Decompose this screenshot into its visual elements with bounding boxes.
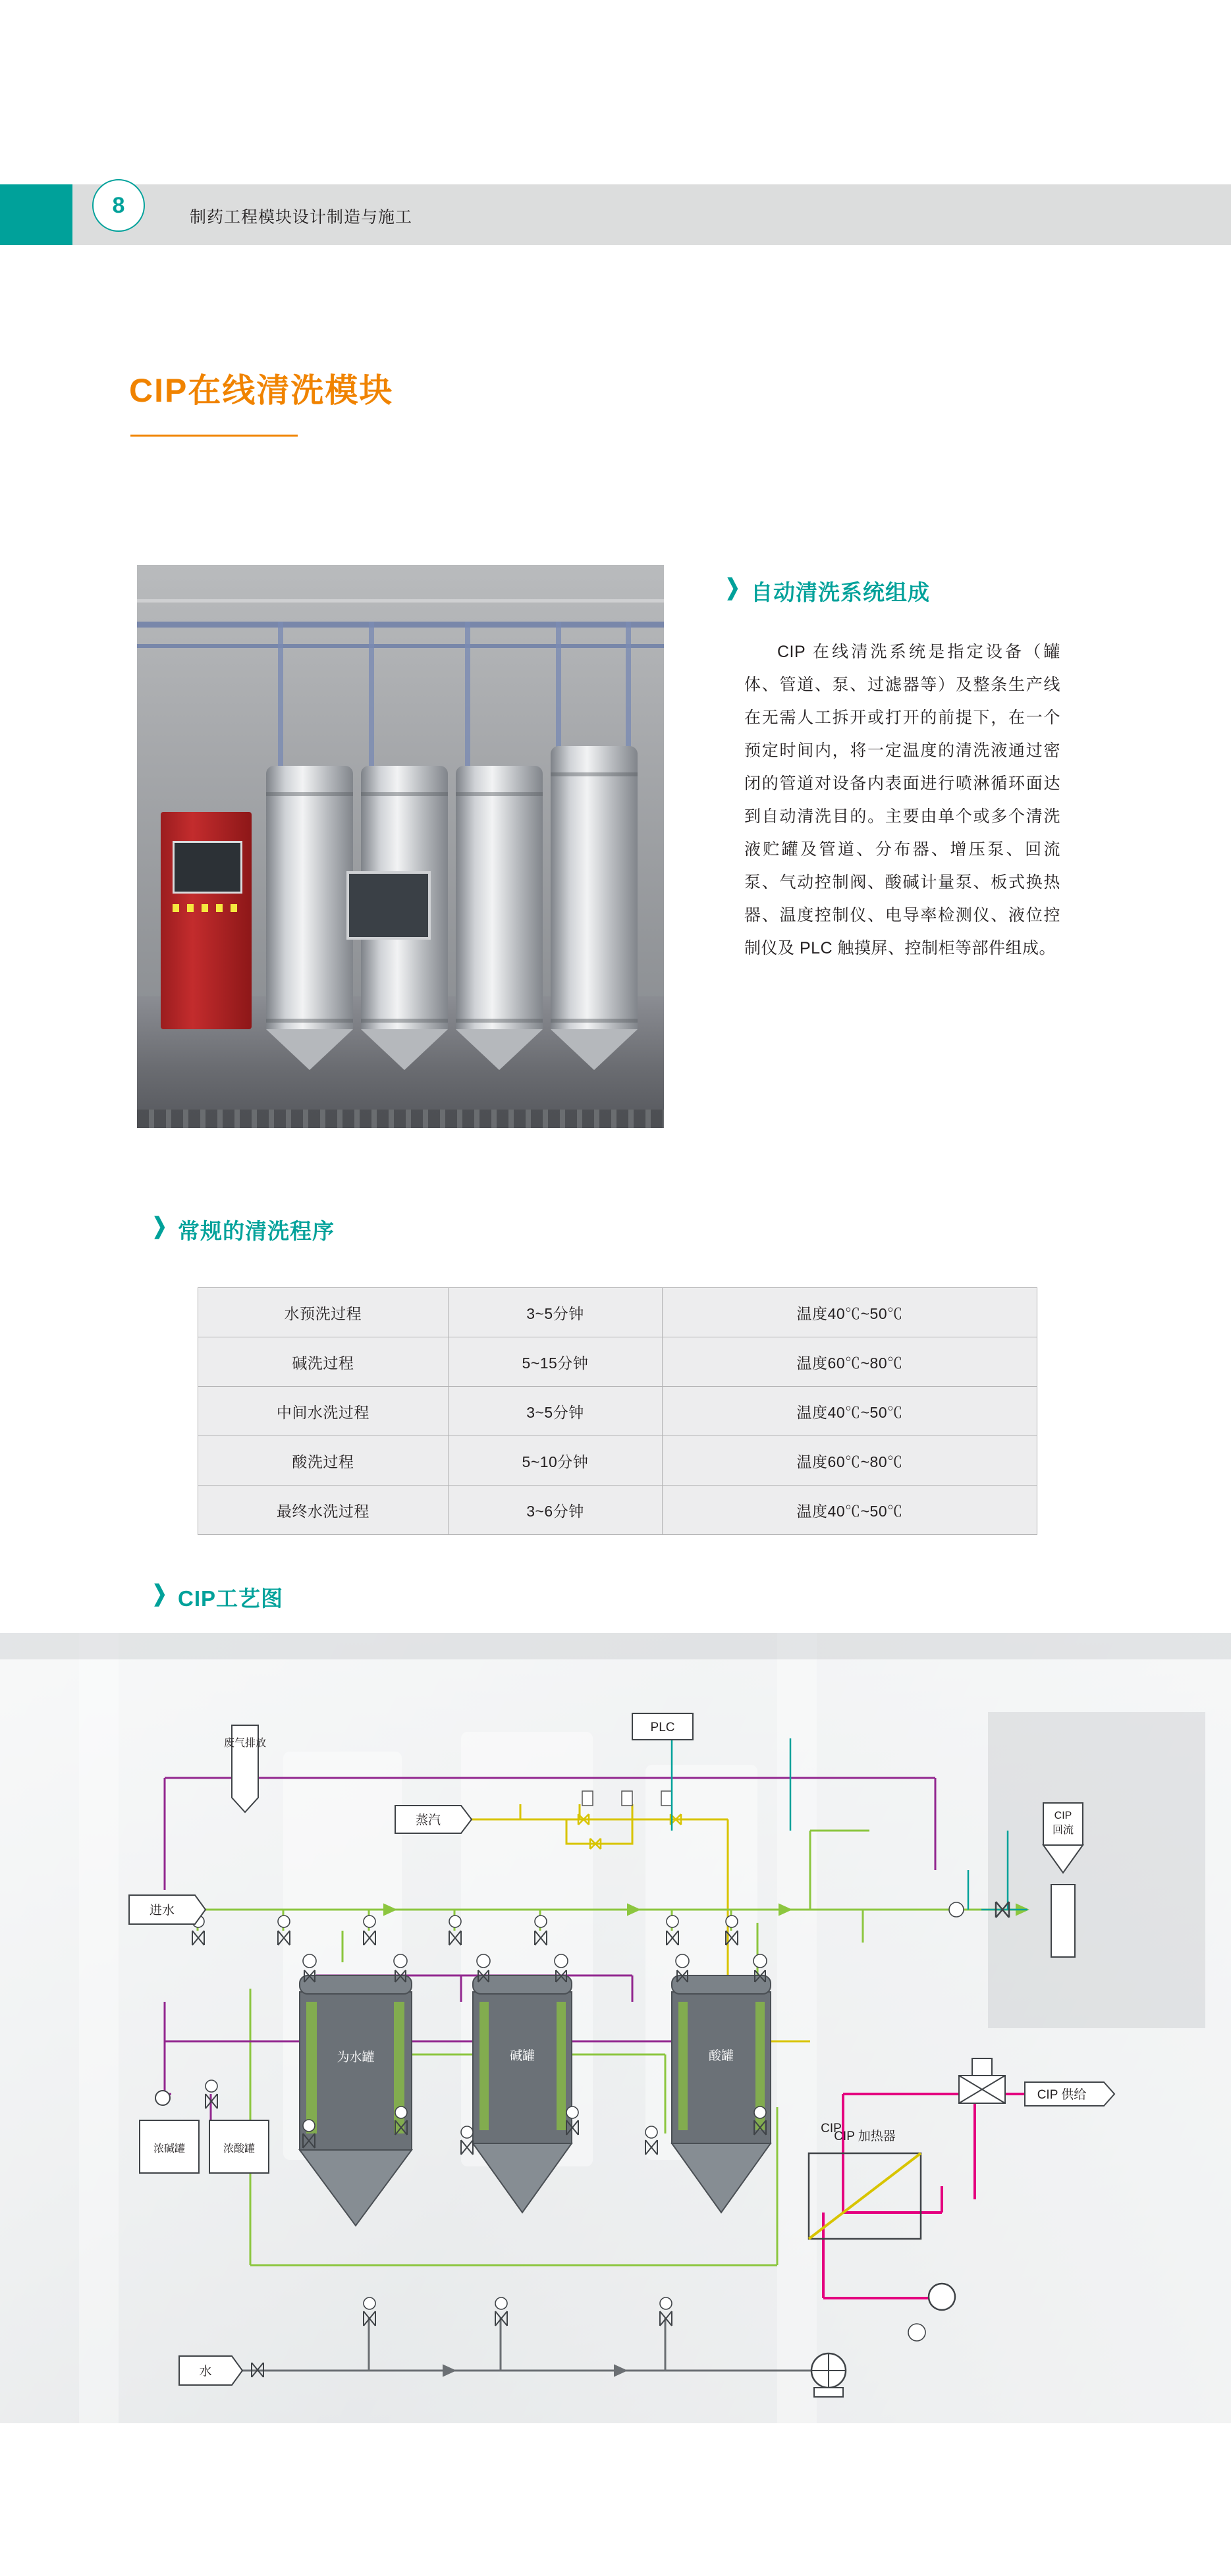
table-cell-time: 5~15分钟: [448, 1337, 662, 1387]
table-row: [198, 1486, 1037, 1535]
photo-tank: [456, 766, 543, 1029]
table-cell-step: 水预洗过程: [198, 1288, 449, 1337]
chevron-right-icon: ❯: [725, 575, 740, 600]
exhaust-tag: [224, 1725, 266, 1812]
table-cell-step: 碱洗过程: [198, 1337, 449, 1387]
photo-floor-grate: [137, 1110, 664, 1128]
steam-tag: [395, 1806, 472, 1833]
table-cell-time: 3~5分钟: [448, 1387, 662, 1436]
table-row: [198, 1337, 1037, 1387]
process-piping: [165, 1831, 1027, 2265]
photo-touch-panel: [346, 871, 431, 940]
water-label: 水: [199, 2365, 212, 2378]
table-cell-time: 3~6分钟: [448, 1486, 662, 1535]
table-cell-temp: 温度60℃~80℃: [663, 1337, 1037, 1387]
header-title: 制药工程模块设计制造与施工: [190, 208, 413, 227]
chevron-right-icon: ❯: [151, 1214, 167, 1239]
concentrated-acid-label: 浓酸罐: [223, 2143, 256, 2155]
table-row: [198, 1436, 1037, 1486]
table-cell-temp: 温度60℃~80℃: [663, 1436, 1037, 1486]
diagram-flow-svg: [0, 1633, 1231, 2423]
photo-indicator-lamps: [173, 904, 238, 912]
table-cell-time: 5~10分钟: [448, 1436, 662, 1486]
cip-return-vessel: [1043, 1803, 1083, 1957]
table-cell-time: 3~5分钟: [448, 1288, 662, 1337]
cip-heater: [809, 2129, 921, 2239]
tank-instruments: [303, 1954, 767, 1968]
table-cell-temp: 温度40℃~50℃: [663, 1486, 1037, 1535]
vessel-water-tank: [300, 1975, 412, 2226]
water-piping: [198, 2318, 836, 2371]
concentrated-acid-tank: [209, 2120, 269, 2173]
photo-tank: [551, 746, 638, 1029]
table-cell-temp: 温度40℃~50℃: [663, 1387, 1037, 1436]
vessel-acid-tank: [672, 1975, 771, 2213]
table-cell-step: 酸洗过程: [198, 1436, 449, 1486]
cip-module-photo: [137, 565, 664, 1128]
cip-supply-tag: [1025, 2082, 1114, 2106]
plc-box: [632, 1713, 693, 1740]
photo-control-cabinet: [161, 812, 252, 1029]
table-row: [198, 1288, 1037, 1337]
section-heading-composition: 自动清洗系统组成: [751, 580, 930, 604]
cleaning-procedure-table: [198, 1287, 1037, 1535]
cip-return-label-1: CIP: [1054, 1810, 1072, 1821]
table-cell-step: 最终水洗过程: [198, 1486, 449, 1535]
vessel-alkali-tank: [473, 1975, 572, 2213]
steam-label: 蒸汽: [415, 1813, 441, 1827]
water-tag: [179, 2356, 242, 2385]
photo-pipe-horizontal: [137, 644, 664, 648]
table-cell-temp: 温度40℃~50℃: [663, 1288, 1037, 1337]
photo-tank: [266, 766, 353, 1029]
composition-paragraph: CIP 在线清洗系统是指定设备（罐体、管道、泵、过滤器等）及整条生产线在无需人工拆开或打开的前提下，在一个预定时间内，将一定温度的清洗液通过密闭的管道对设备内表面进行喷淋循环面达到自动清洗目的。主要由单个或多个清洗液贮罐及管道、分布器、增压泵、回流泵、气动控制阀、酸碱计量泵、板式换热器、温度控制仪、电导率检测仪、液位控制仪及 PLC 触摸屏、控制柜等部件组成。: [744, 643, 1060, 957]
chevron-right-icon: ❯: [151, 1581, 167, 1606]
cip-return-label-2: 回流: [1052, 1825, 1074, 1836]
header-band: [0, 184, 1231, 245]
cip-heater-prefix: CIP: [821, 2122, 842, 2135]
concentrated-alkali-label: 浓碱罐: [153, 2143, 186, 2155]
concentrated-alkali-tank: [140, 2091, 199, 2173]
supply-control-valve: [959, 2058, 1005, 2103]
header-accent-block: [0, 184, 72, 245]
exhaust-label-1: 废气排放: [223, 1738, 267, 1749]
section-heading-procedure: 常规的清洗程序: [178, 1219, 335, 1243]
title-underline: [130, 435, 298, 437]
steam-instruments: [582, 1791, 672, 1806]
cip-supply-label: CIP 供给: [1037, 2088, 1087, 2102]
section-heading-diagram: CIP工艺图: [178, 1586, 284, 1611]
photo-pipe-horizontal: [137, 622, 664, 628]
signal-lines: [672, 1738, 1027, 1910]
page-number: 8: [112, 193, 125, 218]
vessel-label-acid: 酸罐: [708, 2049, 734, 2063]
table-row: [198, 1387, 1037, 1436]
plc-label: PLC: [650, 1721, 675, 1734]
cip-heater-label: CIP 加热器: [834, 2130, 896, 2143]
acid-piping: [823, 2094, 1027, 2298]
vessel-label-water: 为水罐: [337, 2051, 375, 2064]
feed-water-label: 进水: [149, 1904, 175, 1918]
feed-water-tag: [129, 1895, 205, 1924]
photo-ceiling-line: [137, 599, 664, 603]
photo-hmi-screen: [173, 841, 242, 894]
table-cell-step: 中间水洗过程: [198, 1387, 449, 1436]
cip-process-diagram: [0, 1633, 1231, 2423]
page-title: CIP在线清洗模块: [129, 372, 394, 409]
pump-symbols: [811, 2284, 955, 2397]
vessel-label-alkali: 碱罐: [509, 2049, 535, 2063]
